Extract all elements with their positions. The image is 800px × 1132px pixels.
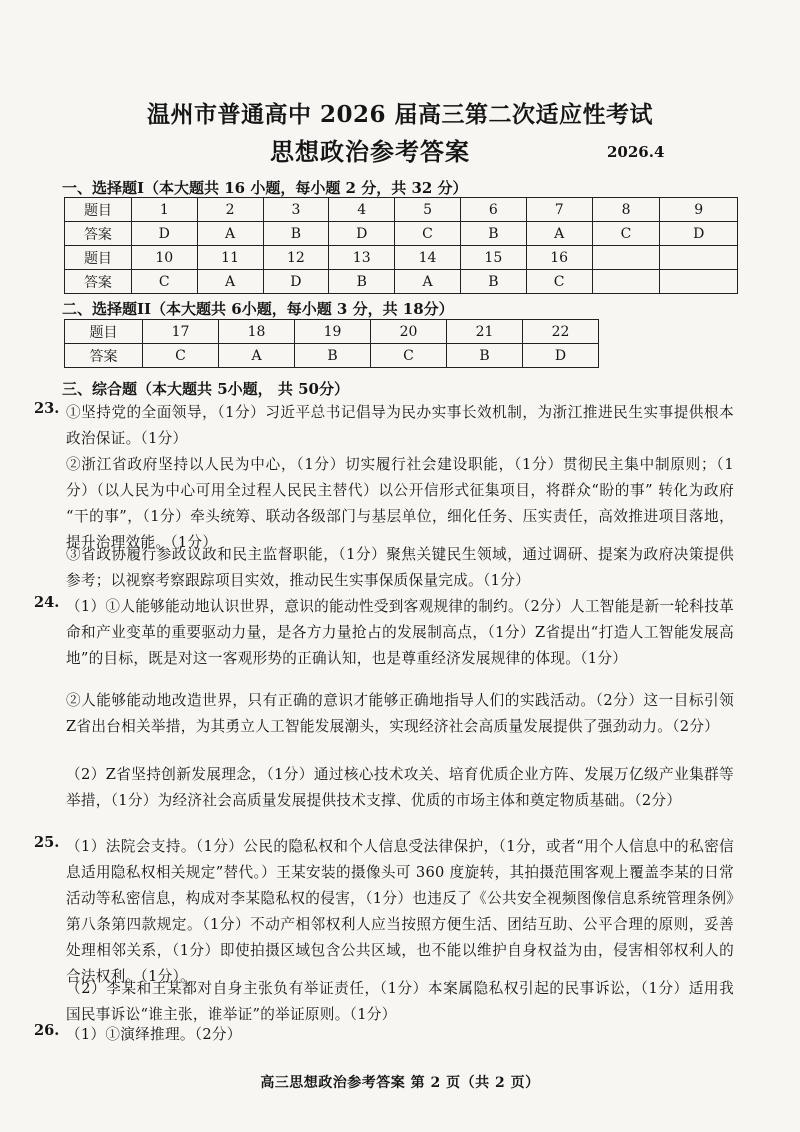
title-line1: 温州市普通高中 2026 届高三第二次适应性考试 [146, 101, 654, 128]
question-number: 12 [263, 246, 329, 270]
row-label-answer: 答案 [65, 344, 143, 368]
answer-cell: D [131, 222, 197, 246]
answer-23-part1: ①坚持党的全面领导，（1分）习近平总书记倡导为民办实事长效机制，为浙江推进民生实事提供根本政治保证。（1分） [66, 404, 734, 447]
table2-row-question [65, 320, 599, 344]
question-number: 16 [526, 246, 592, 270]
question-number: 3 [263, 198, 329, 222]
question-number: 6 [460, 198, 526, 222]
answer-cell: B [447, 344, 523, 368]
section2-heading: 二、选择题II（本大题共 6小题，每小题 3 分，共 18分） [62, 300, 454, 318]
answer-table-2 [64, 319, 599, 368]
answer-cell: D [329, 222, 395, 246]
answer-cell: C [371, 344, 447, 368]
row-label-question: 题目 [65, 198, 132, 222]
answer-cell: B [460, 270, 526, 294]
question-number: 13 [329, 246, 395, 270]
answer-cell: D [660, 222, 738, 246]
question-number: 2 [197, 198, 263, 222]
answer-23-part3: ③省政协履行参政议政和民主监督职能，（1分）聚焦关键民生领域，通过调研、提案为政府决策提供参考；以视察考察跟踪项目实效，推动民生实事保质保量完成。（1分） [66, 546, 734, 589]
question-number-26: 26. [34, 1022, 60, 1039]
table2-row-answer [65, 344, 599, 368]
answer-25-part1: （1）法院会支持。（1分）公民的隐私权和个人信息受法律保护，（1分，或者“用个人信息中的私密信息适用隐私权相关规定”替代。）王某安装的摄像头可 360 度旋转，其拍摄范围客观上覆盖李某的日常活动等私密信息，构成对李某隐私权的侵害，（1分）也违反了《公共安全视频图像信息系统管理条例》第八条第四款规定。（1分）不动产相邻权利人应当按照方便生活、团结互助、公平合理的原则，妥善处理相邻关系，（1分）即使拍摄区域包含公共区域，也不能以维护自身权益为由，侵害相邻权利人的合法权利。（1分）。 [66, 838, 734, 985]
question-number: 21 [447, 320, 523, 344]
question-number: 11 [197, 246, 263, 270]
answer-26-part1: （1）①演绎推理。（2分） [66, 1026, 242, 1043]
question-number [660, 246, 738, 270]
table1-row-question [65, 198, 738, 222]
title-line2: 思想政治参考答案 [270, 137, 470, 166]
answer-cell: A [197, 270, 263, 294]
answer-24-part1: （1）①人能够能动地认识世界，意识的能动性受到客观规律的制约。（2分）人工智能是新一轮科技革命和产业变革的重要驱动力量，是各方力量抢占的发展制高点，（1分）Z省提出“打造人工智能发展高地”的目标，既是对这一客观形势的正确认知，也是尊重经济发展规律的体现。（1分） [66, 598, 734, 667]
question-number-23: 23. [34, 400, 60, 417]
section3-heading: 三、综合题（本大题共 5小题， 共 50分） [62, 380, 349, 398]
question-number: 22 [523, 320, 599, 344]
question-number: 9 [660, 198, 738, 222]
answer-cell: B [460, 222, 526, 246]
answer-cell: B [263, 222, 329, 246]
question-number: 4 [329, 198, 395, 222]
table1-row-answer [65, 222, 738, 246]
answer-cell: A [219, 344, 295, 368]
answer-cell: C [143, 344, 219, 368]
question-number: 15 [460, 246, 526, 270]
answer-cell: A [395, 270, 461, 294]
question-number-25: 25. [34, 834, 60, 851]
question-number: 5 [395, 198, 461, 222]
question-number: 18 [219, 320, 295, 344]
question-number: 7 [526, 198, 592, 222]
row-label-question: 题目 [65, 320, 143, 344]
answer-25-part2: （2）李某和王某都对自身主张负有举证责任，（1分）本案属隐私权引起的民事诉讼，（1分）适用我国民事诉讼“谁主张，谁举证”的举证原则。（1分） [66, 980, 734, 1023]
answer-cell: D [523, 344, 599, 368]
answer-24-part2: ②人能够能动地改造世界，只有正确的意识才能够正确地指导人们的实践活动。（2分）这一目标引领Z省出台相关举措，为其勇立人工智能发展潮头，实现经济社会高质量发展提供了强劲动力。（2分） [66, 692, 734, 735]
answer-cell: D [263, 270, 329, 294]
answer-cell: C [131, 270, 197, 294]
answer-cell: B [329, 270, 395, 294]
answer-cell: C [592, 222, 660, 246]
answer-24-part3: （2）Z省坚持创新发展理念，（1分）通过核心技术攻关、培育优质企业方阵、发展万亿级产业集群等举措，（1分）为经济社会高质量发展提供技术支撑、优质的市场主体和奠定物质基础。（2分） [66, 766, 734, 809]
answer-cell: C [526, 270, 592, 294]
question-number: 14 [395, 246, 461, 270]
table1-row-answer [65, 270, 738, 294]
answer-cell: C [395, 222, 461, 246]
row-label-answer: 答案 [65, 222, 132, 246]
question-number: 1 [131, 198, 197, 222]
table1-row-question [65, 246, 738, 270]
answer-cell: A [197, 222, 263, 246]
answer-cell: B [295, 344, 371, 368]
page-footer: 高三思想政治参考答案 第 2 页（共 2 页） [260, 1075, 540, 1091]
exam-date: 2026.4 [607, 143, 665, 161]
section1-heading: 一、选择题I（本大题共 16 小题，每小题 2 分，共 32 分） [62, 179, 468, 197]
question-number: 10 [131, 246, 197, 270]
row-label-question: 题目 [65, 246, 132, 270]
answer-table-1 [64, 197, 738, 294]
answer-cell: A [526, 222, 592, 246]
question-number: 8 [592, 198, 660, 222]
question-number: 17 [143, 320, 219, 344]
answer-cell [660, 270, 738, 294]
answer-cell [592, 270, 660, 294]
question-number [592, 246, 660, 270]
question-number-24: 24. [34, 594, 60, 611]
row-label-answer: 答案 [65, 270, 132, 294]
answer-23-part2: ②浙江省政府坚持以人民为中心，（1分）切实履行社会建设职能，（1分）贯彻民主集中制原则；（1分）（以人民为中心可用全过程人民民主替代）以公开信形式征集项目，将群众“盼的事” 转化为政府 “干的事”，（1分）牵头统筹、联动各级部门与基层单位，细化任务、压实责任，高效推进项目落地，提升治理效能。（1分） [66, 456, 734, 551]
question-number: 19 [295, 320, 371, 344]
question-number: 20 [371, 320, 447, 344]
